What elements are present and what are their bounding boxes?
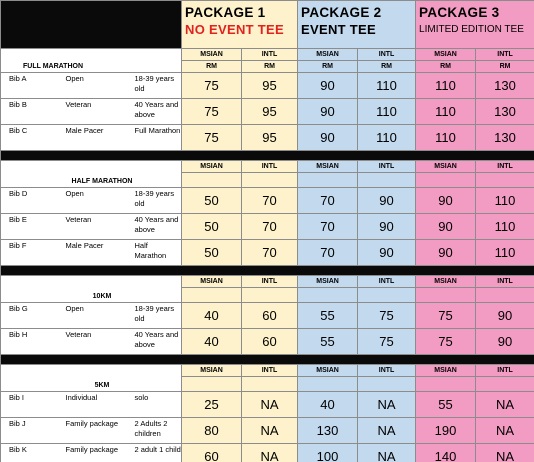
price-cell: 70 xyxy=(298,240,358,266)
section-column-header-row xyxy=(1,365,534,377)
price-cell: 140 xyxy=(416,444,476,462)
bib-label: Bib J xyxy=(1,418,60,444)
section-currency-header-6: INTL xyxy=(476,365,534,377)
price-cell: 90 xyxy=(416,188,476,214)
package-3-title: PACKAGE 3 xyxy=(419,5,500,20)
price-cell: NA xyxy=(358,392,416,418)
section-gap-cell xyxy=(358,173,416,188)
price-cell: NA xyxy=(242,418,298,444)
price-cell: 70 xyxy=(298,188,358,214)
table-row xyxy=(1,125,534,151)
price-cell: 75 xyxy=(182,73,242,99)
table-row xyxy=(1,303,534,329)
table-row xyxy=(1,188,534,214)
section-currency-header-1: MSIAN xyxy=(182,365,242,377)
price-cell: 55 xyxy=(416,392,476,418)
package-3-header xyxy=(416,1,534,49)
section-title-0: FULL MARATHON xyxy=(1,61,182,73)
price-cell: 55 xyxy=(298,329,358,355)
section-gap-cell xyxy=(298,288,358,303)
section-gap-cell xyxy=(182,288,242,303)
age-label: 40 Years and above xyxy=(132,329,182,355)
section-currency-header-1: MSIAN xyxy=(182,276,242,288)
price-cell: 40 xyxy=(182,329,242,355)
price-cell: 75 xyxy=(416,303,476,329)
section-gap-cell xyxy=(182,173,242,188)
price-cell: 70 xyxy=(242,188,298,214)
section-separator xyxy=(1,355,534,365)
category-label: Veteran xyxy=(60,214,132,240)
price-cell: 90 xyxy=(416,214,476,240)
price-cell: 110 xyxy=(416,99,476,125)
bib-label: Bib D xyxy=(1,188,60,214)
header-corner xyxy=(1,1,182,49)
price-cell: 190 xyxy=(416,418,476,444)
section-currency-header-2: INTL xyxy=(242,161,298,173)
price-cell: 110 xyxy=(476,214,534,240)
package-3-subtitle: LIMITED EDITION TEE xyxy=(419,24,524,35)
price-cell: 130 xyxy=(298,418,358,444)
section-gap-cell xyxy=(358,377,416,392)
section-currency-header-3: MSIAN xyxy=(298,161,358,173)
section-gap-cell xyxy=(476,377,534,392)
price-cell: NA xyxy=(476,392,534,418)
section-gap-cell xyxy=(242,288,298,303)
price-cell: 90 xyxy=(358,188,416,214)
section-title-3: 5KM xyxy=(1,365,182,392)
section-gap-cell xyxy=(416,377,476,392)
section-currency-header-3: MSIAN xyxy=(298,276,358,288)
unit-header-row xyxy=(1,61,534,73)
bib-label: Bib F xyxy=(1,240,60,266)
section-spacer-cell xyxy=(1,49,182,61)
section-gap-cell xyxy=(242,377,298,392)
price-cell: 130 xyxy=(476,99,534,125)
separator-bar xyxy=(1,266,534,276)
age-label: 40 Years and above xyxy=(132,214,182,240)
price-cell: 110 xyxy=(476,240,534,266)
price-cell: 75 xyxy=(358,303,416,329)
price-cell: 90 xyxy=(298,73,358,99)
section-currency-header-3: MSIAN xyxy=(298,365,358,377)
age-label: 2 Adults 2 children xyxy=(132,418,182,444)
package-1-subtitle: NO EVENT TEE xyxy=(185,22,284,37)
table-body xyxy=(1,1,534,462)
price-cell: 130 xyxy=(476,125,534,151)
age-label: 18-39 years old xyxy=(132,188,182,214)
section-currency-header-4: INTL xyxy=(358,365,416,377)
price-cell: 90 xyxy=(358,240,416,266)
package-2-header xyxy=(298,1,416,49)
price-cell: 90 xyxy=(298,99,358,125)
age-label: 40 Years and above xyxy=(132,99,182,125)
price-cell: 110 xyxy=(358,73,416,99)
unit-header-1: RM xyxy=(182,61,242,73)
category-label: Open xyxy=(60,188,132,214)
age-label: 18-39 years old xyxy=(132,303,182,329)
bib-label: Bib H xyxy=(1,329,60,355)
section-gap-cell xyxy=(416,288,476,303)
price-cell: 25 xyxy=(182,392,242,418)
price-cell: 90 xyxy=(358,214,416,240)
price-cell: 90 xyxy=(298,125,358,151)
price-cell: 95 xyxy=(242,99,298,125)
category-label: Individual xyxy=(60,392,132,418)
section-gap-cell xyxy=(416,173,476,188)
category-label: Male Pacer xyxy=(60,240,132,266)
category-label: Open xyxy=(60,303,132,329)
table-row xyxy=(1,329,534,355)
price-cell: NA xyxy=(242,444,298,462)
section-gap-cell xyxy=(298,377,358,392)
section-gap-cell xyxy=(298,173,358,188)
age-label: Half Marathon xyxy=(132,240,182,266)
price-cell: NA xyxy=(476,418,534,444)
price-cell: 60 xyxy=(182,444,242,462)
price-cell: NA xyxy=(476,444,534,462)
price-cell: 100 xyxy=(298,444,358,462)
bib-label: Bib B xyxy=(1,99,60,125)
price-cell: 70 xyxy=(298,214,358,240)
price-cell: 50 xyxy=(182,240,242,266)
unit-header-2: RM xyxy=(242,61,298,73)
bib-label: Bib A xyxy=(1,73,60,99)
section-separator xyxy=(1,266,534,276)
price-cell: 90 xyxy=(476,303,534,329)
price-cell: 90 xyxy=(476,329,534,355)
section-currency-header-5: MSIAN xyxy=(416,161,476,173)
age-label: 2 adult 1 child xyxy=(132,444,182,462)
section-column-header-row xyxy=(1,161,534,173)
unit-header-5: RM xyxy=(416,61,476,73)
price-cell: 90 xyxy=(416,240,476,266)
separator-bar xyxy=(1,151,534,161)
price-cell: 110 xyxy=(416,73,476,99)
section-currency-header-5: MSIAN xyxy=(416,365,476,377)
price-cell: 95 xyxy=(242,125,298,151)
bib-label: Bib I xyxy=(1,392,60,418)
table-row xyxy=(1,214,534,240)
bib-label: Bib G xyxy=(1,303,60,329)
currency-header-4: INTL xyxy=(358,49,416,61)
category-label: Male Pacer xyxy=(60,125,132,151)
price-cell: 40 xyxy=(298,392,358,418)
section-currency-header-1: MSIAN xyxy=(182,161,242,173)
price-cell: 80 xyxy=(182,418,242,444)
unit-header-4: RM xyxy=(358,61,416,73)
package-1-title: PACKAGE 1 xyxy=(185,5,266,20)
price-cell: NA xyxy=(358,418,416,444)
bib-label: Bib K xyxy=(1,444,60,462)
price-cell: 130 xyxy=(476,73,534,99)
price-cell: 55 xyxy=(298,303,358,329)
price-cell: 110 xyxy=(358,99,416,125)
category-label: Veteran xyxy=(60,99,132,125)
separator-bar xyxy=(1,355,534,365)
section-separator xyxy=(1,151,534,161)
bib-label: Bib E xyxy=(1,214,60,240)
table-row xyxy=(1,444,534,462)
table-row xyxy=(1,392,534,418)
currency-header-row xyxy=(1,49,534,61)
price-cell: 50 xyxy=(182,188,242,214)
price-cell: 75 xyxy=(358,329,416,355)
section-gap-cell xyxy=(358,288,416,303)
section-title-2: 10KM xyxy=(1,276,182,303)
unit-header-3: RM xyxy=(298,61,358,73)
currency-header-1: MSIAN xyxy=(182,49,242,61)
section-currency-header-4: INTL xyxy=(358,161,416,173)
price-cell: 95 xyxy=(242,73,298,99)
currency-header-3: MSIAN xyxy=(298,49,358,61)
section-title-1: HALF MARATHON xyxy=(1,161,182,188)
section-column-header-row xyxy=(1,276,534,288)
table-row xyxy=(1,73,534,99)
price-cell: 50 xyxy=(182,214,242,240)
price-cell: 60 xyxy=(242,329,298,355)
section-currency-header-5: MSIAN xyxy=(416,276,476,288)
currency-header-2: INTL xyxy=(242,49,298,61)
price-cell: NA xyxy=(242,392,298,418)
section-gap-cell xyxy=(182,377,242,392)
bib-label: Bib C xyxy=(1,125,60,151)
price-cell: 110 xyxy=(358,125,416,151)
section-currency-header-2: INTL xyxy=(242,276,298,288)
price-cell: 40 xyxy=(182,303,242,329)
price-cell: 75 xyxy=(182,125,242,151)
package-1-header xyxy=(182,1,298,49)
unit-header-6: RM xyxy=(476,61,534,73)
section-currency-header-2: INTL xyxy=(242,365,298,377)
currency-header-5: MSIAN xyxy=(416,49,476,61)
price-cell: 75 xyxy=(416,329,476,355)
price-cell: 110 xyxy=(416,125,476,151)
category-label: Family package xyxy=(60,444,132,462)
section-currency-header-6: INTL xyxy=(476,276,534,288)
age-label: solo xyxy=(132,392,182,418)
package-2-title: PACKAGE 2 xyxy=(301,5,382,20)
price-cell: 75 xyxy=(182,99,242,125)
category-label: Family package xyxy=(60,418,132,444)
price-cell: NA xyxy=(358,444,416,462)
price-cell: 70 xyxy=(242,240,298,266)
section-gap-cell xyxy=(476,288,534,303)
table-row xyxy=(1,240,534,266)
table-row xyxy=(1,418,534,444)
price-cell: 70 xyxy=(242,214,298,240)
section-currency-header-4: INTL xyxy=(358,276,416,288)
age-label: 18-39 years old xyxy=(132,73,182,99)
category-label: Open xyxy=(60,73,132,99)
package-2-subtitle: EVENT TEE xyxy=(301,22,376,37)
section-gap-cell xyxy=(476,173,534,188)
age-label: Full Marathon xyxy=(132,125,182,151)
price-cell: 60 xyxy=(242,303,298,329)
table-row xyxy=(1,99,534,125)
category-label: Veteran xyxy=(60,329,132,355)
section-currency-header-6: INTL xyxy=(476,161,534,173)
currency-header-6: INTL xyxy=(476,49,534,61)
section-gap-cell xyxy=(242,173,298,188)
price-cell: 110 xyxy=(476,188,534,214)
package-header-row xyxy=(1,1,534,49)
